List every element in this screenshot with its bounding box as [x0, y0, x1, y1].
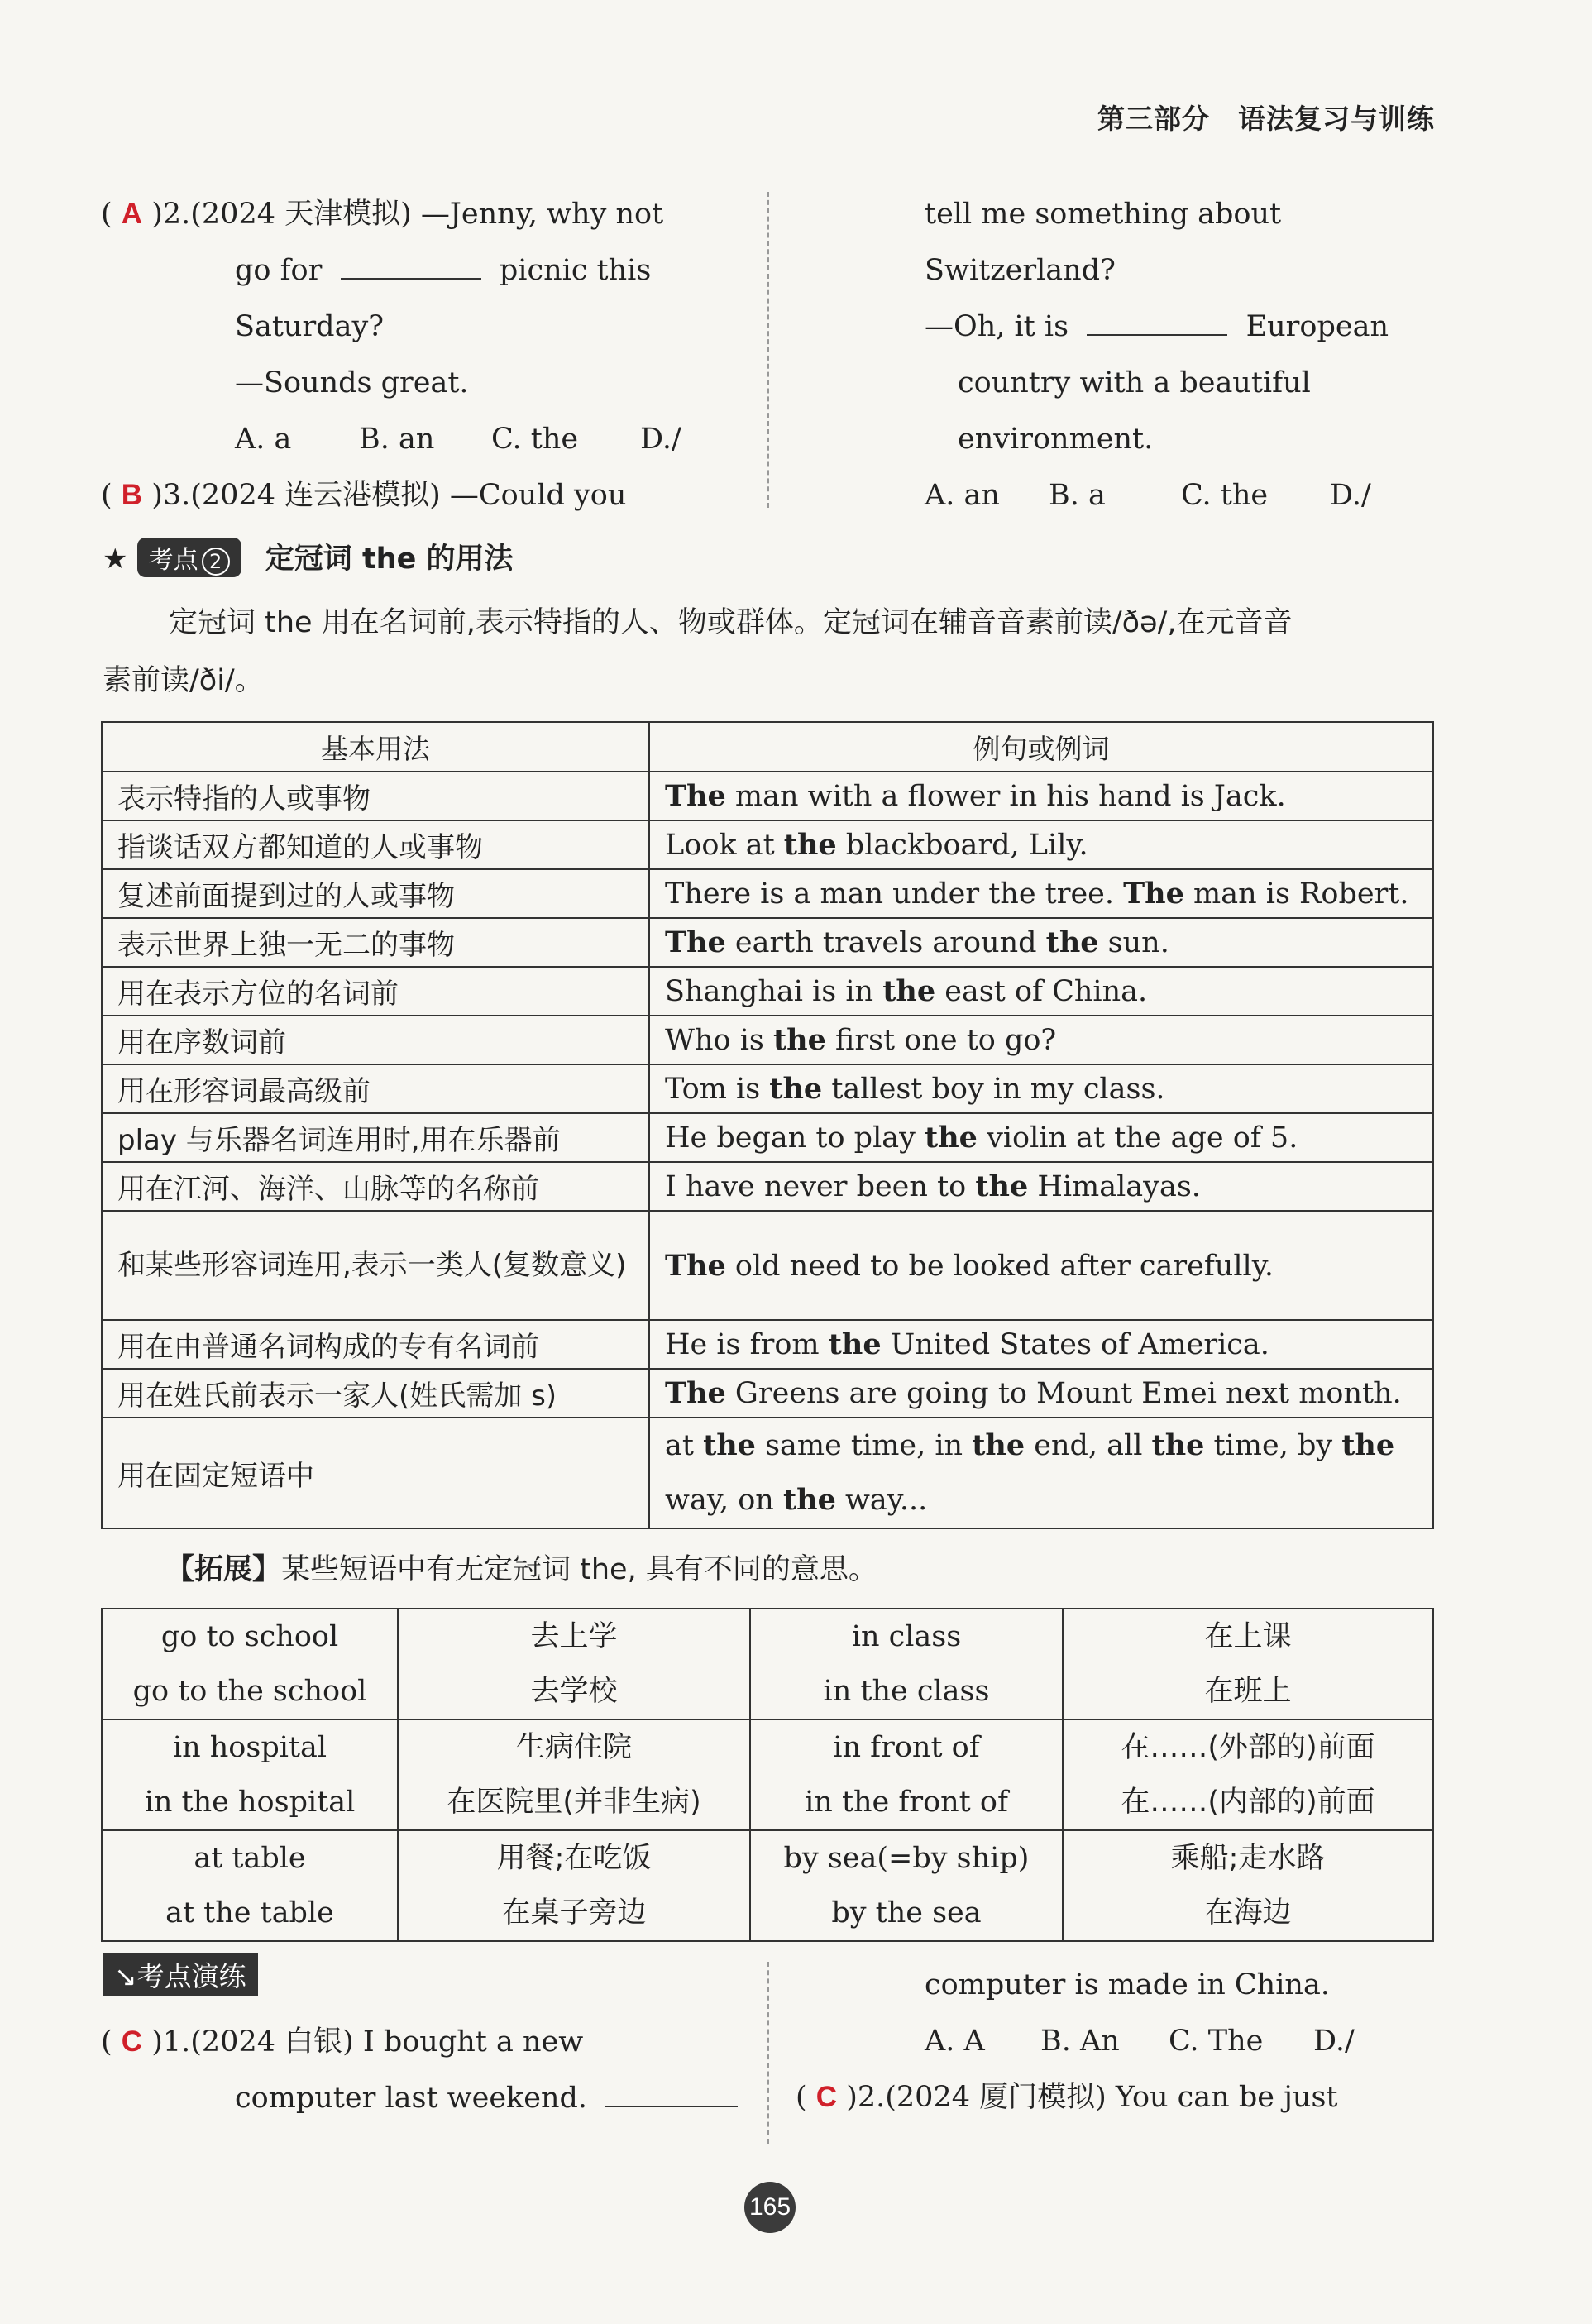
example-cell: Look at the blackboard, Lily.	[649, 820, 1433, 869]
table-row: 用在姓氏前表示一家人(姓氏需加 s) The Greens are going to Mount Emei next month.	[102, 1369, 1433, 1418]
practice-q1-line2: computer last weekend.	[235, 2070, 738, 2126]
point2-title: 定冠词 the 的用法	[265, 543, 514, 576]
extension-label: 【拓展】	[165, 1553, 282, 1586]
table-row: 表示特指的人或事物 The man with a flower in his hand is Jack.	[102, 772, 1433, 820]
table-row: 表示世界上独一无二的事物 The earth travels around the sun.	[102, 918, 1433, 967]
q2-options: A. a B. an C. the D./	[235, 423, 681, 456]
example-cell: He is from the United States of America.	[649, 1320, 1433, 1369]
example-cell: He began to play the violin at the age of 5.	[649, 1113, 1433, 1162]
point2-badge: 考点 2	[137, 538, 241, 577]
q2-line4: —Sounds great.	[235, 366, 469, 399]
rules-header-row	[102, 722, 1433, 772]
q3-answer: B	[121, 479, 143, 511]
example-cell: The Greens are going to Mount Emei next month.	[649, 1369, 1433, 1418]
table-row: 复述前面提到过的人或事物 There is a man under the tree. The man is Robert.	[102, 869, 1433, 918]
section-header: 第三部分 语法复习与训练	[1097, 103, 1435, 135]
example-cell: There is a man under the tree. The man is Robert.	[649, 869, 1433, 918]
rules-header-usage: 基本用法	[102, 722, 649, 772]
table-row: 指谈话双方都知道的人或事物 Look at the blackboard, Lily.	[102, 820, 1433, 869]
point2-desc-line2: 素前读/ði/。	[103, 664, 264, 697]
q3-line1: ( B )3.(2024 连云港模拟) —Could you	[101, 479, 627, 512]
q2-answer: A	[121, 198, 143, 230]
example-cell: The earth travels around the sun.	[649, 918, 1433, 967]
q3-blank	[1087, 309, 1227, 336]
point2-heading	[103, 536, 514, 577]
extension-table	[101, 1608, 1434, 1942]
extension-text: 某些短语中有无定冠词 the, 具有不同的意思。	[281, 1553, 877, 1586]
table-row: 用在表示方位的名词前 Shanghai is in the east of China.	[102, 967, 1433, 1016]
table-row: go to school go to the school 去上学 去学校 in class in the class 在上课 在班上	[102, 1609, 1433, 1719]
point-icon: ★	[103, 543, 128, 576]
column-divider-top	[767, 192, 769, 508]
practice-heading	[103, 1953, 258, 1996]
table-row: 和某些形容词连用,表示一类人(复数意义) The old need to be looked after carefully.	[102, 1211, 1433, 1320]
rules-header-example: 例句或例词	[649, 722, 1433, 772]
q2-line2: go for picnic this	[235, 254, 652, 287]
example-cell: Who is the first one to go?	[649, 1016, 1433, 1064]
table-row: 用在固定短语中 at the same time, in the end, all the time, by the way, on the way...	[102, 1418, 1433, 1528]
q3-line2: tell me something about	[925, 198, 1282, 231]
table-row: 用在形容词最高级前 Tom is the tallest boy in my class.	[102, 1064, 1433, 1113]
example-cell: The old need to be looked after carefully.	[649, 1211, 1433, 1320]
example-cell: The man with a flower in his hand is Jack.	[649, 772, 1433, 820]
table-row: 用在江河、海洋、山脉等的名称前 I have never been to the Himalayas.	[102, 1162, 1433, 1211]
table-row: 用在由普通名词构成的专有名词前 He is from the United States of America.	[102, 1320, 1433, 1369]
practice-q1-answer: C	[121, 2025, 143, 2058]
practice-badge: 考点演练	[136, 1960, 246, 1992]
table-row: in hospital in the hospital 生病住院 在医院里(并非生病) in front of in the front of 在……(外部的)前面 在……(内部的)前面	[102, 1719, 1433, 1830]
rules-table	[101, 721, 1434, 1529]
q2-line1: ( A )2.(2024 天津模拟) —Jenny, why not	[101, 198, 664, 231]
practice-q1-line1: ( C )1.(2024 白银) I bought a new	[101, 2025, 584, 2059]
practice-q1-options: A. A B. An C. The D./	[925, 2025, 1355, 2058]
table-row: 用在序数词前 Who is the first one to go?	[102, 1016, 1433, 1064]
practice-q2-answer: C	[815, 2081, 838, 2113]
example-cell: I have never been to the Himalayas.	[649, 1162, 1433, 1211]
extension-note	[165, 1545, 877, 1595]
q3-line5: country with a beautiful	[958, 366, 1311, 399]
table-row: play 与乐器名词连用时,用在乐器前 He began to play the violin at the age of 5.	[102, 1113, 1433, 1162]
q3-line3: Switzerland?	[925, 254, 1116, 287]
point2-desc-line1: 定冠词 the 用在名词前,表示特指的人、物或群体。定冠词在辅音音素前读/ðə/,在元音音	[169, 606, 1293, 639]
arrow-icon: ↘	[114, 1960, 137, 1992]
q2-line3: Saturday?	[235, 310, 384, 343]
page-number: 165	[744, 2182, 796, 2233]
q3-line6: environment.	[958, 423, 1154, 456]
example-cell: at the same time, in the end, all the time, by the way, on the way...	[649, 1418, 1433, 1528]
column-divider-bottom	[767, 1962, 769, 2144]
practice-q1-line3: computer is made in China.	[925, 1968, 1330, 2001]
q3-line4: —Oh, it is European	[925, 310, 1389, 343]
example-cell: Shanghai is in the east of China.	[649, 967, 1433, 1016]
q2-blank	[341, 253, 481, 280]
practice-q2-line1: ( C )2.(2024 厦门模拟) You can be just	[796, 2081, 1338, 2114]
q3-options: A. an B. a C. the D./	[925, 479, 1371, 512]
practice-q1-blank	[605, 2081, 738, 2107]
example-cell: Tom is the tallest boy in my class.	[649, 1064, 1433, 1113]
table-row: at table at the table 用餐;在吃饭 在桌子旁边 by sea(=by ship) by the sea 乘船;走水路 在海边	[102, 1830, 1433, 1941]
